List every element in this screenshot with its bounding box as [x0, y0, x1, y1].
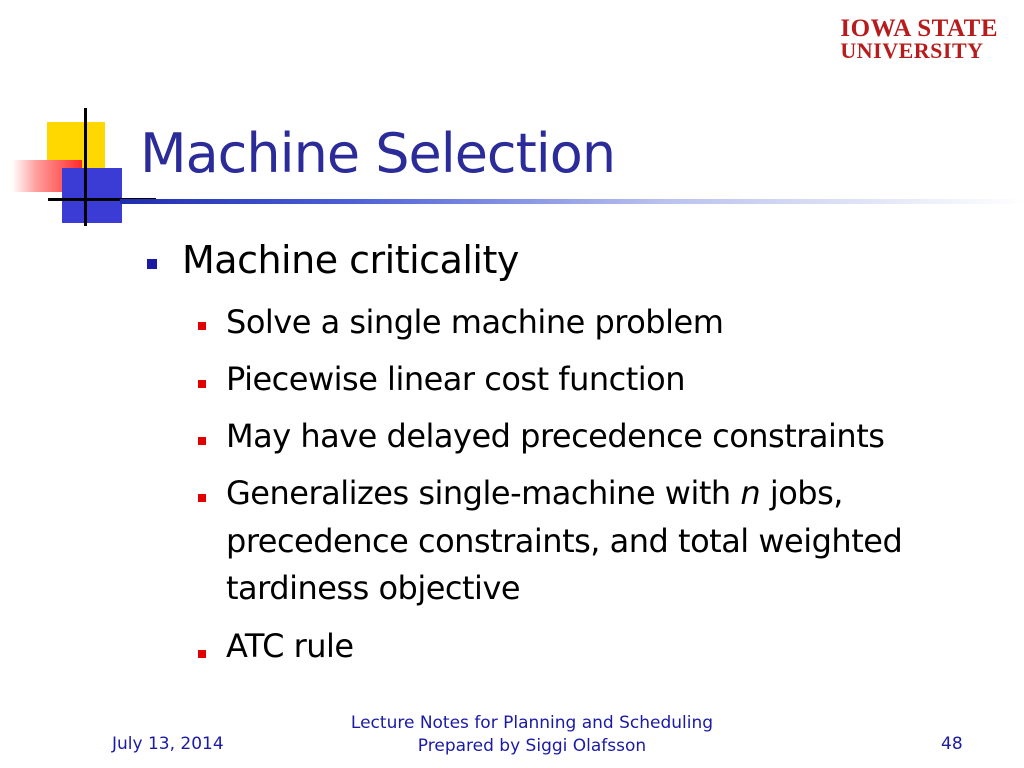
decor-blue-block	[62, 168, 122, 223]
sub-bullet-4-line-1	[226, 474, 843, 512]
sub-bullet-4-line-3: tardiness objective	[226, 569, 521, 607]
sub-bullet-icon	[198, 380, 206, 388]
slide-title: Machine Selection	[140, 122, 616, 185]
page-number: 48	[941, 734, 963, 754]
sub-bullet-icon	[198, 437, 206, 445]
logo-line-2: UNIVERSITY	[840, 38, 984, 63]
title-underline-rule	[120, 199, 1024, 204]
sub-bullet-icon	[198, 322, 206, 330]
logo-line-1: IOWA STATE	[840, 15, 998, 42]
bullet-square-icon	[147, 259, 157, 269]
footer-center-line-1: Lecture Notes for Planning and Scheduling	[350, 713, 714, 733]
variable-n: n	[740, 474, 761, 512]
footer-date: July 13, 2014	[112, 734, 224, 754]
university-logo	[840, 15, 998, 63]
footer-center-line-2: Prepared by Siggi Olafsson	[417, 736, 647, 756]
sub-bullet-4-line-2: precedence constraints, and total weighted	[226, 522, 903, 560]
decor-vertical-line	[84, 108, 87, 226]
sub-bullet-5: ATC rule	[226, 627, 354, 665]
sub-bullet-4-text-a: Generalizes single-machine with	[226, 474, 741, 512]
sub-bullet-icon	[198, 650, 206, 658]
bullet-main: Machine criticality	[182, 238, 519, 282]
footer-center	[312, 712, 752, 758]
sub-bullet-3: May have delayed precedence constraints	[226, 417, 885, 455]
sub-bullet-4-text-b: jobs,	[760, 474, 843, 512]
sub-bullet-1: Solve a single machine problem	[226, 303, 724, 341]
sub-bullet-2: Piecewise linear cost function	[226, 360, 686, 398]
sub-bullet-icon	[198, 494, 206, 502]
